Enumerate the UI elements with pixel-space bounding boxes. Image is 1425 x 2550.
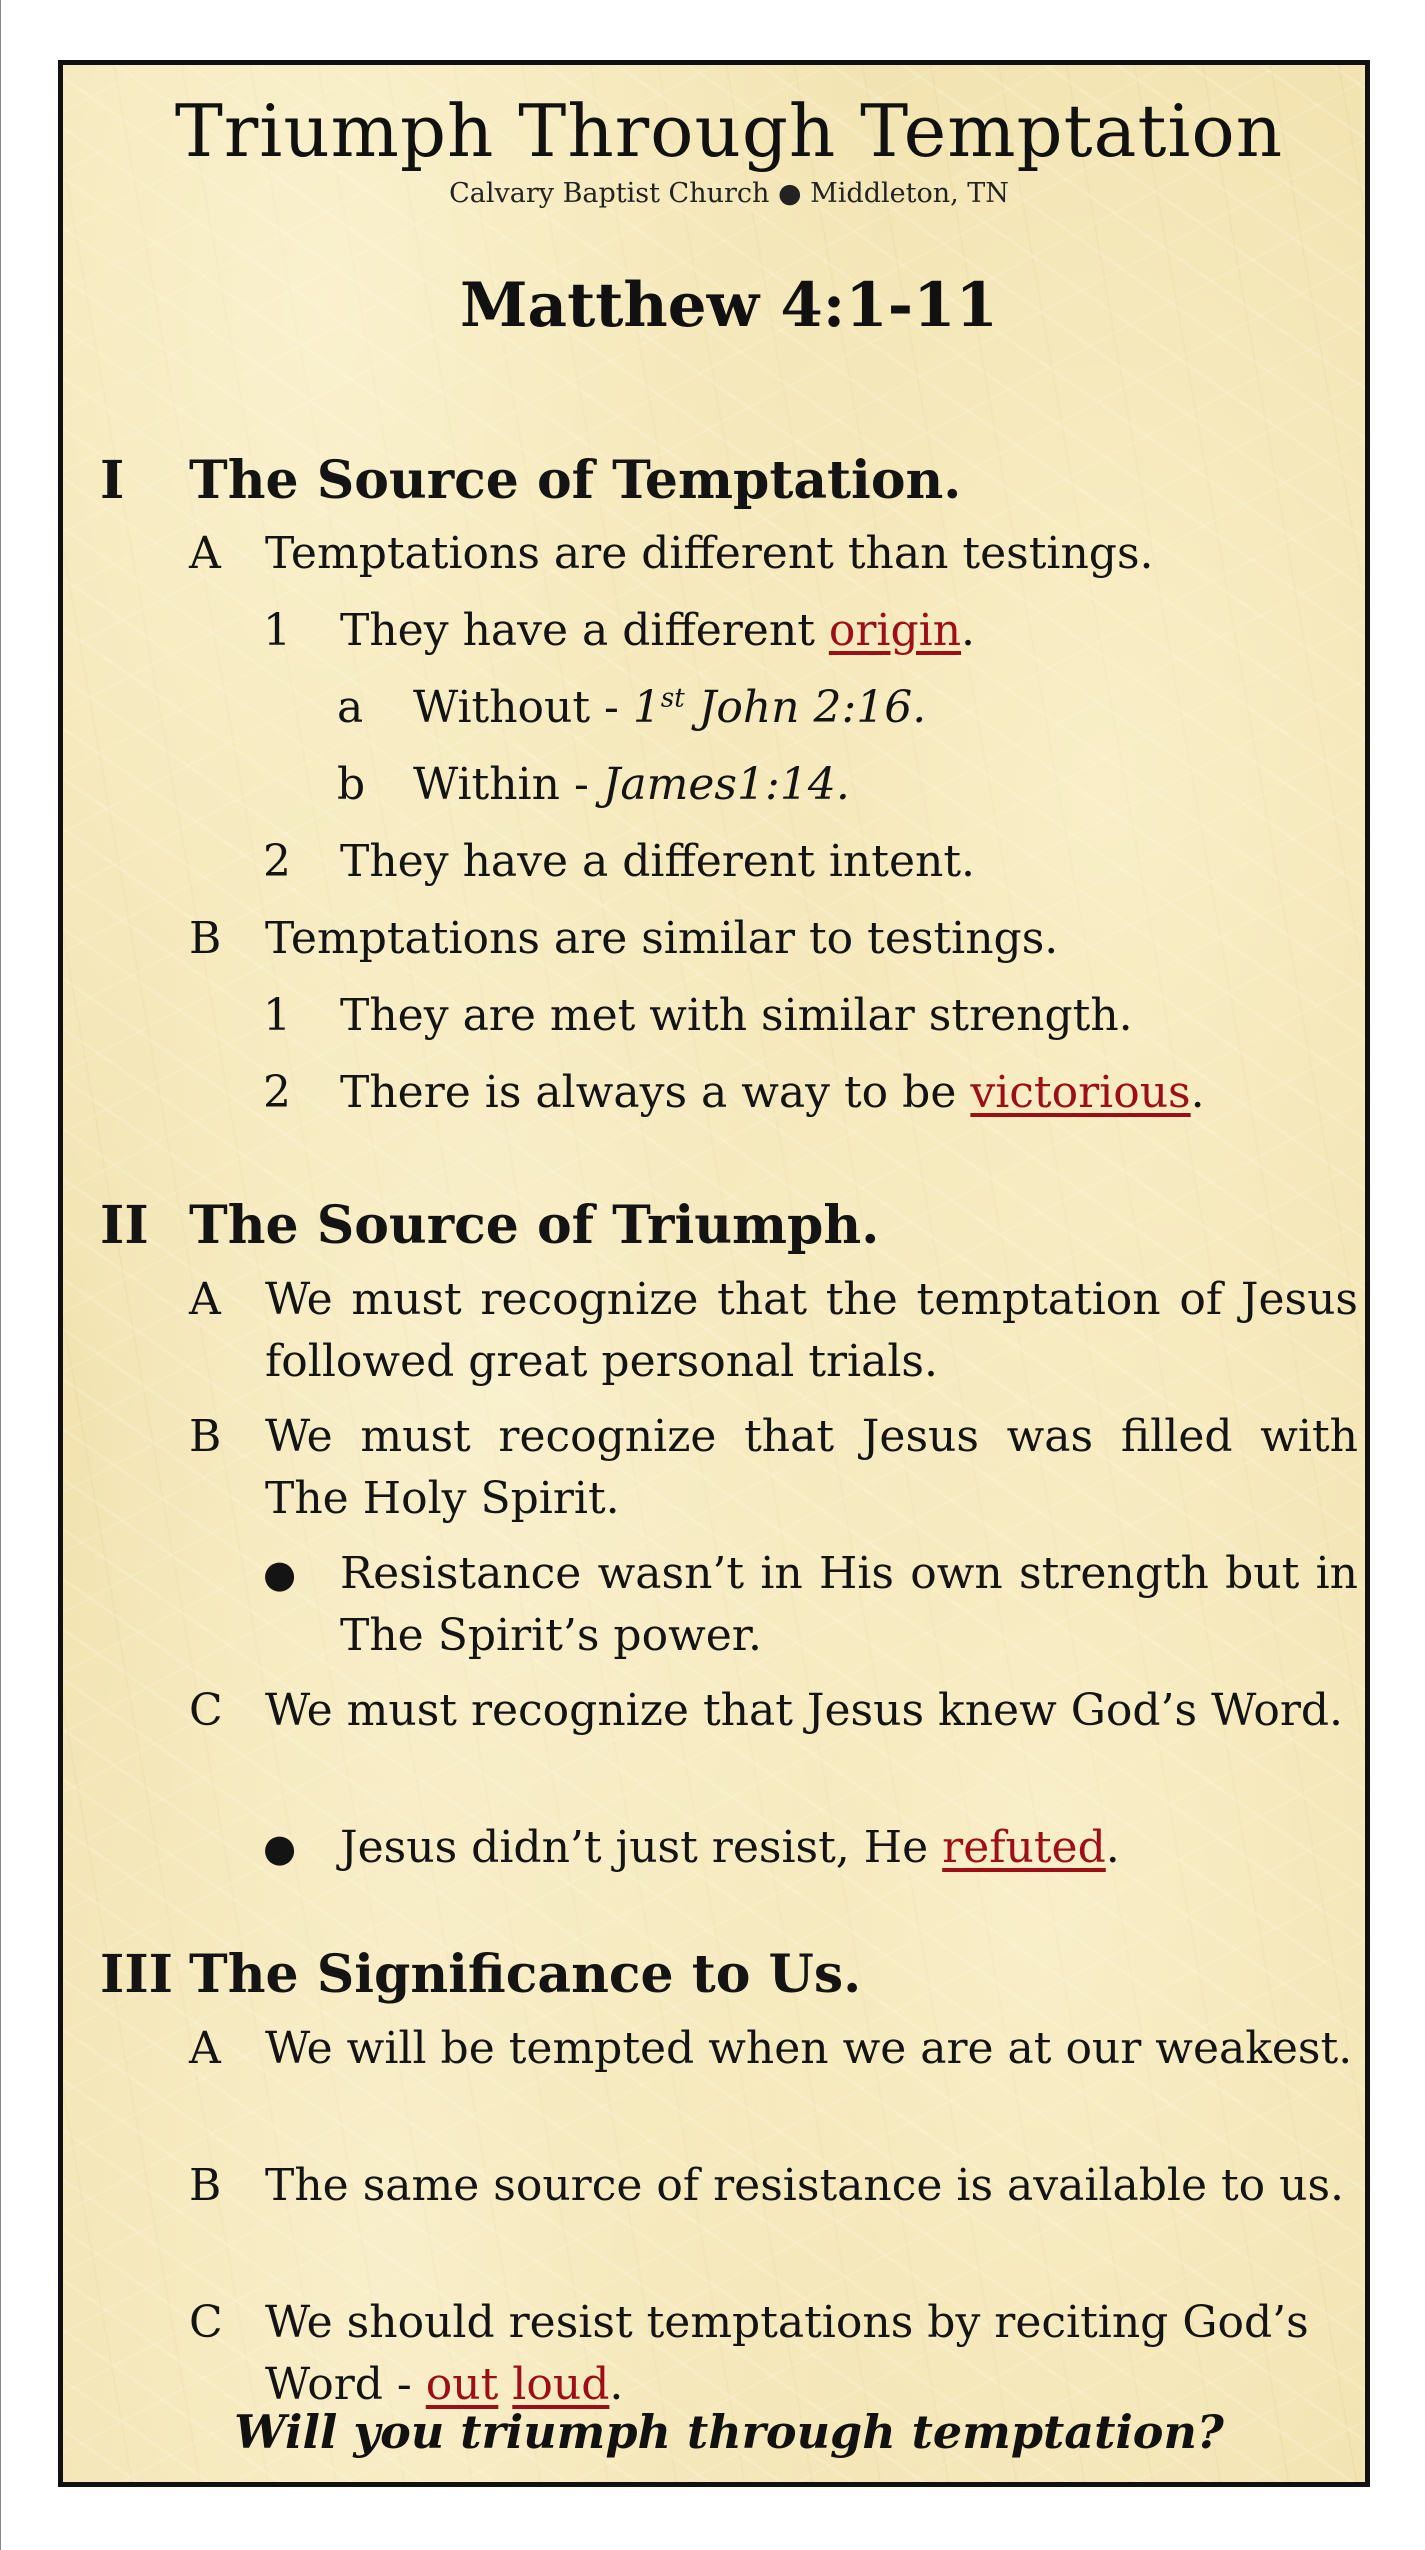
bullet-dot: ● — [263, 1826, 297, 1870]
bullet-text — [340, 1817, 1358, 1879]
scripture-reference — [633, 682, 926, 733]
emphasis-word-out: out — [425, 2359, 499, 2410]
point-letter: A — [189, 528, 221, 579]
point-text-lead: We should resist temptations by reciting God’s Word - — [265, 2297, 1309, 2410]
subpoint-text-lead: They have a different — [340, 605, 829, 656]
point-letter: C — [189, 2297, 223, 2348]
subpoint-number: 1 — [263, 605, 291, 656]
subpoint-text — [340, 1062, 1358, 1124]
bulletin-frame — [58, 60, 1370, 2487]
subpoint-number: 2 — [263, 836, 291, 887]
subpoint-number: 1 — [263, 990, 291, 1041]
point-letter: B — [189, 1411, 222, 1462]
section-title: The Significance to Us. — [189, 1944, 862, 2005]
point-text: Temptations are similar to testings. — [265, 913, 1059, 964]
section-numeral: II — [100, 1195, 149, 1256]
section-title: The Source of Temptation. — [189, 450, 962, 511]
point-letter: B — [189, 913, 222, 964]
subpoint-text-end: . — [961, 605, 976, 656]
closing-question: Will you triumph through temptation? — [234, 2405, 1224, 2459]
subsubpoint-text-lead: Within - — [413, 759, 603, 810]
bullet-dot: ● — [263, 1552, 297, 1596]
section-numeral: III — [100, 1944, 173, 2005]
point-letter: B — [189, 2160, 222, 2211]
point-text: We will be tempted when we are at our weakest. — [265, 2023, 1353, 2074]
point-text: We must recognize that the temptation of Jesus followed great personal trials. — [265, 1274, 1358, 1387]
subpoint-text — [340, 600, 1358, 662]
reference-book: John 2:16. — [684, 682, 927, 733]
point-text-end: . — [609, 2359, 624, 2410]
emphasis-word-victorious: victorious — [970, 1067, 1191, 1118]
point-letter: A — [189, 2023, 221, 2074]
bullet-text: Resistance wasn’t in His own strength but in The Spirit’s power. — [340, 1548, 1358, 1661]
subsubpoint-text — [413, 677, 1358, 739]
point-text: We must recognize that Jesus was filled with The Holy Spirit. — [265, 1411, 1358, 1524]
point-letter: A — [189, 1274, 221, 1325]
subpoint-text-lead: There is always a way to be — [340, 1067, 971, 1118]
subpoint-number: 2 — [263, 1067, 291, 1118]
church-subtitle: Calvary Baptist Church ● Middleton, TN — [449, 178, 1009, 209]
subsubpoint-text — [413, 754, 1358, 816]
emphasis-word-refuted: refuted — [942, 1822, 1106, 1873]
bullet-text-end: . — [1105, 1822, 1120, 1873]
subsubpoint-letter: b — [337, 759, 366, 810]
point-text — [265, 2292, 1358, 2416]
subpoint-text: They have a different intent. — [340, 836, 975, 887]
subsubpoint-text-lead: Without - — [413, 682, 633, 733]
subpoint-text: They are met with similar strength. — [340, 990, 1133, 1041]
point-text: Temptations are different than testings. — [265, 528, 1154, 579]
reference-ordinal: st — [660, 683, 685, 714]
scripture-reference: James1:14. — [602, 759, 850, 810]
scripture-passage: Matthew 4:1-11 — [460, 270, 998, 341]
reference-number: 1 — [632, 682, 661, 733]
point-text: The same source of resistance is available to us. — [265, 2160, 1345, 2211]
sermon-title: Triumph Through Temptation — [174, 89, 1284, 173]
emphasis-word-loud: loud — [512, 2359, 610, 2410]
subsubpoint-letter: a — [337, 682, 364, 733]
section-title: The Source of Triumph. — [189, 1195, 880, 1256]
point-text: We must recognize that Jesus knew God’s Word. — [265, 1685, 1343, 1736]
bullet-text-lead: Jesus didn’t just resist, He — [340, 1822, 943, 1873]
section-numeral: I — [100, 450, 125, 511]
subpoint-text-end: . — [1190, 1067, 1205, 1118]
point-letter: C — [189, 1685, 223, 1736]
page-edge — [0, 0, 1, 2550]
emphasis-word-origin: origin — [828, 605, 962, 656]
